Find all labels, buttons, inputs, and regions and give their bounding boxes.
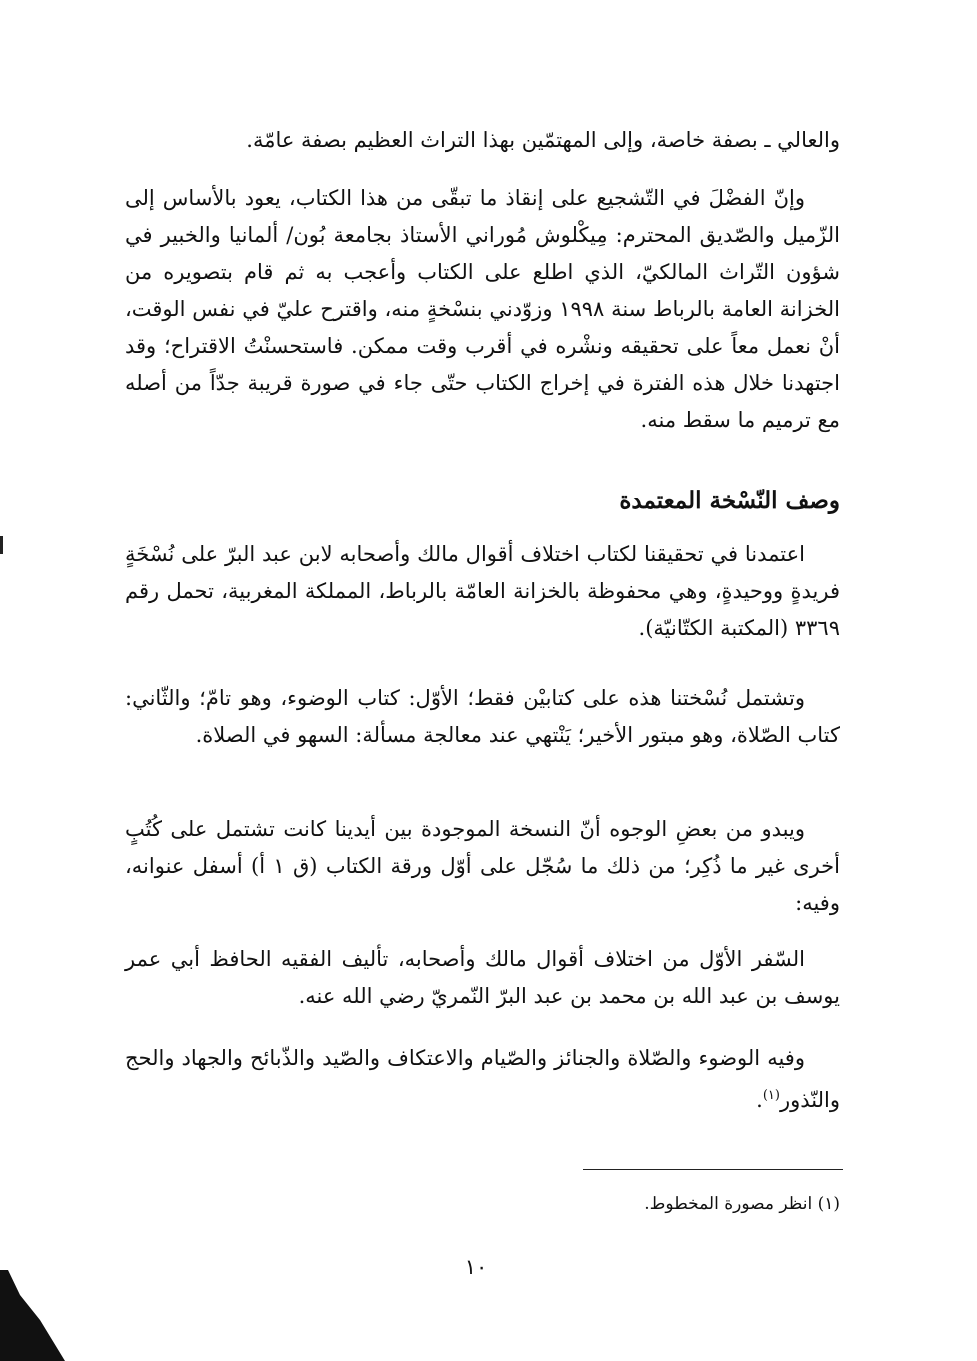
chapters-list-paragraph: [125, 1040, 840, 1119]
scan-corner-shadow: [0, 1270, 70, 1361]
paragraph-5: ويبدو من بعضِ الوجوه أنّ النسخة الموجودة بين أيدينا كانت تشتمل على كُتُبٍ أخرى غير ما ذُكِر؛ من ذلك ما سُجّل على أوّل ورقة الكتاب (ق ١ أ) أسفل عنوانه، وفيه:: [125, 817, 840, 915]
paragraph-7: [125, 1040, 840, 1119]
intro-paragraph-end: [125, 122, 840, 159]
footnote-reference: (١): [762, 1088, 780, 1103]
paragraph-7-text: وفيه الوضوء والصّلاة والجنائز والصّيام والاعتكاف والصّيد والذّبائح والجهاد والحج والنّذور: [125, 1046, 840, 1112]
footnote: (١) انظر مصورة المخطوط.: [644, 1194, 840, 1214]
footnote-divider: [583, 1169, 843, 1170]
paragraph-1: والعالي ـ بصفة خاصة، وإلى المهتمّين بهذا التراث العظيم بصفة عامّة.: [246, 128, 840, 152]
paragraph-4: وتشتمل نُسْختنا هذه على كتابيْن فقط؛ الأوّل: كتاب الوضوء، وهو تامّ؛ والثّاني: كتاب الصّلاة، وهو مبتور الأخير؛ يَنْتهي عند معالجة مسألة: السهو في الصلاة.: [125, 686, 840, 747]
acknowledgement-paragraph: [125, 180, 840, 439]
paragraph-7-period: .: [756, 1088, 763, 1112]
contents-paragraph: [125, 680, 840, 754]
other-books-paragraph: [125, 811, 840, 922]
section-heading: وصف النّسْخة المعتمدة: [619, 487, 840, 514]
paragraph-6: السّفر الأوّل من اختلاف أقوال مالك وأصحابه، تأليف الفقيه الحافظ أبي عمر يوسف بن عبد الله بن محمد بن عبد البرّ النّمريّ رضي الله عنه.: [125, 947, 840, 1008]
title-quote-paragraph: [125, 941, 840, 1015]
page-number: ١٠: [464, 1255, 488, 1279]
manuscript-description-paragraph: [125, 536, 840, 647]
paragraph-2: وإنّ الفضْلَ في التّشجيع على إنقاذ ما تبقّى من هذا الكتاب، يعود بالأساس إلى الزّميل والصّديق المحترم: مِيكْلوش مُوراني الأستاذ بجامعة بُون/ ألمانيا والخبير في شؤون التّراث المالكيّ، الذي اطلع على الكتاب وأعجب به ثم قام بتصويره من الخزانة العامة بالرباط سنة ١٩٩٨ وزوّدني بنسْخةٍ منه، واقترح عليّ في نفس الوقت، أنْ نعمل معاً على تحقيقه ونشْره في أقرب وقت ممكن. فاستحسنْتُ الاقتراح؛ وقد اجتهدنا خلال هذه الفترة في إخراج الكتاب حتّى جاء في صورة قريبة جدّاً من أصله مع ترميم ما سقط منه.: [125, 186, 841, 432]
scan-edge-mark: [0, 536, 3, 554]
paragraph-3: اعتمدنا في تحقيقنا لكتاب اختلاف أقوال مالك وأصحابه لابن عبد البرّ على نُسْخَةٍ فريدةٍ ووحيدةٍ، وهي محفوظة بالخزانة العامّة بالرباط، المملكة المغربية، تحمل رقم ٣٣٦٩ (المكتبة الكتّانيّة).: [125, 542, 840, 640]
